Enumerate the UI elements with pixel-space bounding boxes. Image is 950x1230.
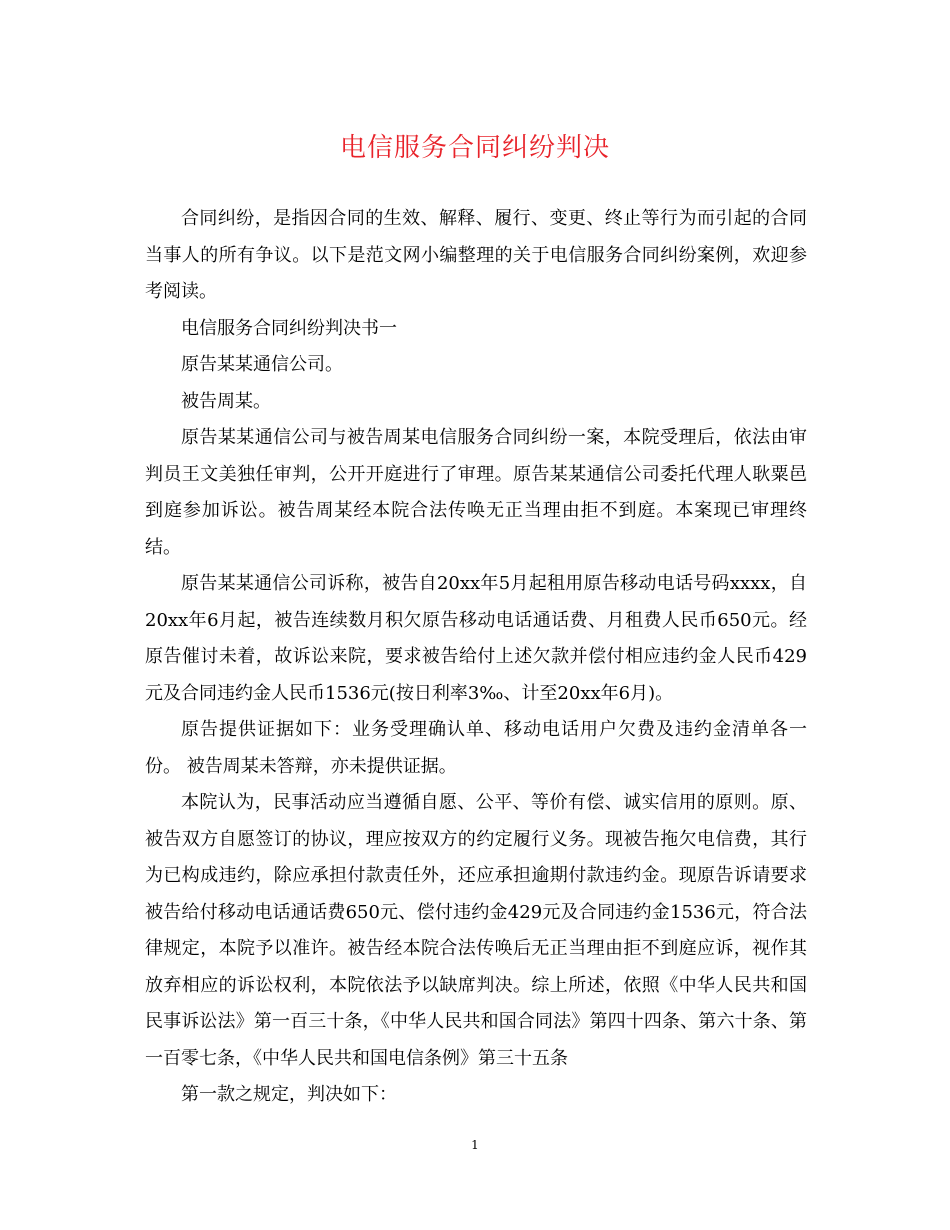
- evidence-paragraph: 原告提供证据如下：业务受理确认单、移动电话用户欠费及违约金清单各一份。 被告周某未答辩，亦未提供证据。: [145, 719, 807, 777]
- document-body: [145, 201, 807, 1114]
- judgment-intro-paragraph: 第一款之规定，判决如下：: [181, 1084, 397, 1105]
- document-title: 电信服务合同纠纷判决: [339, 133, 610, 163]
- plaintiff-claim-paragraph: 原告某某通信公司诉称，被告自20xx年5月起租用原告移动电话号码xxxx，自20xx年6月起，被告连续数月积欠原告移动电话通话费、月租费人民币650元。经原告催讨未着，故诉讼来院，要求被告给付上述欠款并偿付相应违约金人民币429元及合同违约金人民币1536元(按日利率3‰、计至20xx年6月)。: [145, 573, 807, 704]
- defendant-line: 被告周某。: [181, 390, 271, 412]
- court-opinion-paragraph: 本院认为，民事活动应当遵循自愿、公平、等价有偿、诚实信用的原则。原、被告双方自愿签订的协议，理应按双方的约定履行义务。现被告拖欠电信费，其行为已构成违约，除应承担付款责任外，还应承担逾期付款违约金。现原告诉请要求被告给付移动电话通话费650元、偿付违约金429元及合同违约金1536元，符合法律规定，本院予以准许。被告经本院合法传唤后无正当理由拒不到庭应诉，视作其放弃相应的诉讼权利，本院依法予以缺席判决。综上所述，依照《中华人民共和国民事诉讼法》第一百三十条，《中华人民共和国合同法》第四十四条、第六十条、第一百零七条，《中华人民共和国电信条例》第三十五条: [145, 792, 807, 1069]
- page-number: 1: [471, 1138, 479, 1152]
- case-acceptance-paragraph: 原告某某通信公司与被告周某电信服务合同纠纷一案，本院受理后，依法由审判员王文美独任审判，公开开庭进行了审理。原告某某通信公司委托代理人耿粟邑到庭参加诉讼。被告周某经本院合法传唤无正当理由拒不到庭。本案现已审理终结。: [145, 427, 807, 558]
- judgment-heading: 电信服务合同纠纷判决书一: [181, 317, 397, 339]
- plaintiff-line: 原告某某通信公司。: [181, 354, 343, 375]
- intro-paragraph: 合同纠纷，是指因合同的生效、解释、履行、变更、终止等行为而引起的合同当事人的所有争议。以下是范文网小编整理的关于电信服务合同纠纷案例，欢迎参考阅读。: [145, 208, 807, 302]
